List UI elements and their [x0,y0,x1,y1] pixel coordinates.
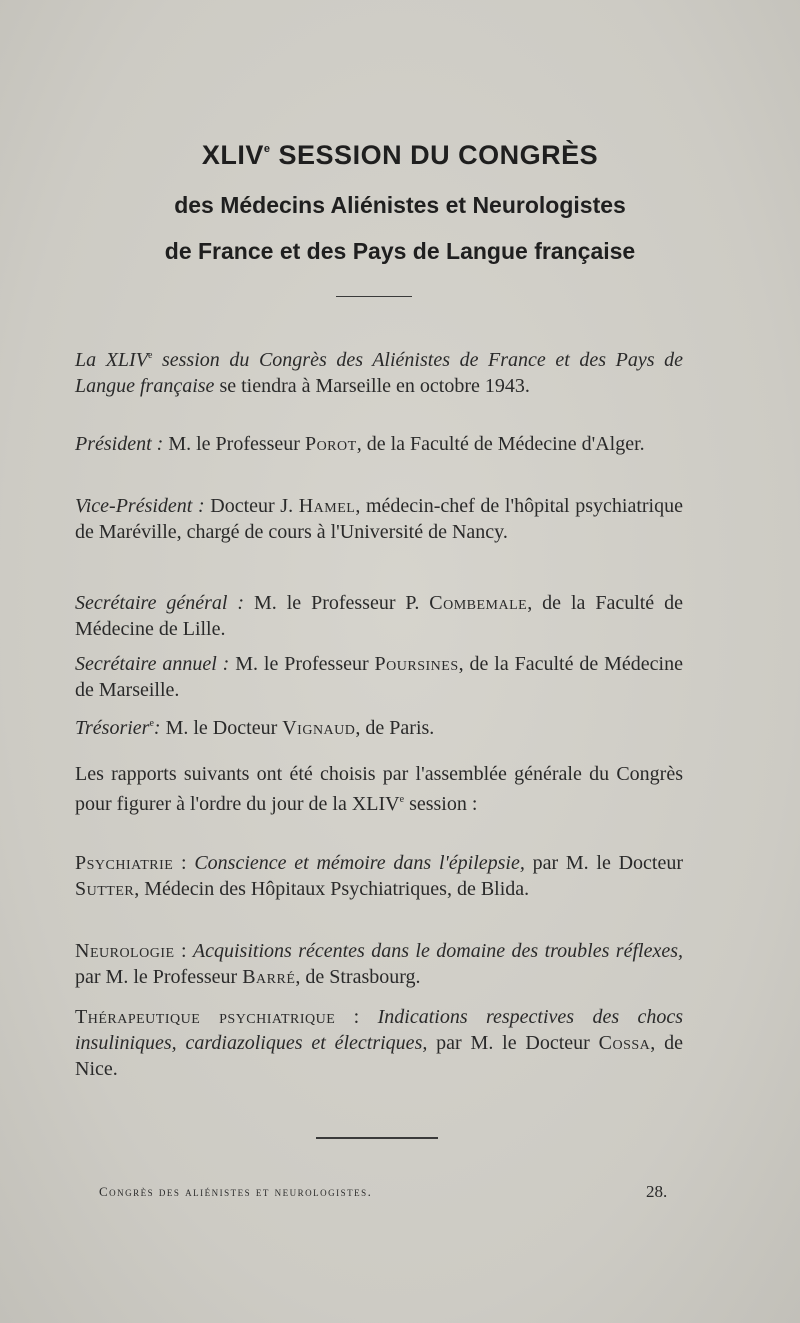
title-rest: SESSION DU CONGRÈS [270,140,599,170]
therapeutics-text-2: , de Nice. [75,1032,683,1080]
president-role: Président : [75,433,164,455]
treasurer-role: Trésorier [75,717,150,739]
secann-role: Secrétaire annuel : [75,653,230,675]
subtitle-line-1: des Médecins Aliénistes et Neurologistes [174,192,626,218]
neurology-text-2: , de Strasbourg. [295,966,421,988]
psychiatry-title: Conscience et mémoire dans l'épilepsie, [194,852,525,874]
therapeutics-author: Cossa [598,1032,651,1054]
running-footer: Congrès des aliénistes et neurologistes. [99,1184,373,1199]
treasurer-name: Vignaud [282,717,356,739]
intro-italic-1: La XLIV [75,349,148,371]
vice-name: Hamel [298,495,356,517]
treasurer-role-sup: e [149,718,154,729]
intro-sup: e [147,350,153,361]
intro-paragraph [75,343,683,399]
treasurer-text-2: , de Paris. [355,717,435,739]
reports-sup: e [399,794,405,805]
secretary-general-paragraph [75,590,683,642]
vice-president-paragraph [75,493,683,545]
secgen-role: Secrétaire général : [75,592,245,614]
neurology-title: Acquisitions récentes dans le domaine des troubles réflexes, [192,940,683,962]
psychiatry-author: Sutter [75,878,135,900]
title-divider [336,296,412,297]
psychiatry-report [75,850,683,902]
secann-text-2: , de la Faculté de Médecine de Marseille. [75,653,683,701]
psychiatry-label: Psychiatrie [75,852,174,874]
treasurer-paragraph [75,711,683,741]
neurology-text-1: par M. le Professeur [75,966,243,988]
page-title [0,140,800,171]
therapeutics-report [75,1004,683,1082]
president-text-1: M. le Professeur [163,433,305,455]
secann-name: Poursines [374,653,459,675]
secann-text-1: M. le Professeur [229,653,375,675]
psychiatry-text-2: , Médecin des Hôpitaux Psychiatriques, de Blida. [134,878,530,900]
subtitle-line-2: de France et des Pays de Langue française [164,238,636,264]
treasurer-colon: : [153,717,161,739]
therapeutics-text-1: par M. le Docteur [427,1032,599,1054]
vice-text-1: Docteur J. [204,495,299,517]
president-name: Porot [304,433,357,455]
reports-text-2: session : [404,793,478,815]
secgen-text-2: , de la Faculté de Médecine de Lille. [75,592,683,640]
intro-text: se tiendra à Marseille en octobre 1943. [214,375,530,397]
neurology-report [75,938,683,990]
psychiatry-text-1: par M. le Docteur [524,852,684,874]
psychiatry-sep: : [173,852,195,874]
secgen-name: Combemale [429,592,528,614]
therapeutics-label: Thérapeutique psychiatrique [75,1006,336,1028]
secretary-annual-paragraph [75,651,683,703]
neurology-label: Neurologie [75,940,175,962]
vice-role: Vice-Président : [75,495,205,517]
neurology-sep: : [174,940,193,962]
president-text-2: , de la Faculté de Médecine d'Alger. [356,433,645,455]
reports-paragraph [75,761,683,817]
secgen-text-1: M. le Professeur P. [244,592,430,614]
therapeutics-title: Indications respectives des chocs insuliniques, cardiazoliques et électriques, [75,1006,684,1054]
intro-italic-2: session du Congrès des Aliénistes de France et des Pays de Langue française [75,349,684,397]
title-roman: XLIV [201,140,264,170]
vice-text-2: , médecin-chef de l'hôpital psychiatrique de Maréville, chargé de cours à l'Université de Nancy. [75,495,683,543]
treasurer-text-1: M. le Docteur [160,717,283,739]
page-number: 28. [646,1182,668,1201]
president-paragraph [75,431,683,457]
neurology-author: Barré [242,966,296,988]
title-sup: e [263,143,271,155]
footer-divider [316,1137,438,1139]
reports-text-1: Les rapports suivants ont été choisis par l'assemblée générale du Congrès pour figurer à l'ordre du jour de la XLIV [75,763,683,815]
therapeutics-sep: : [335,1006,378,1028]
